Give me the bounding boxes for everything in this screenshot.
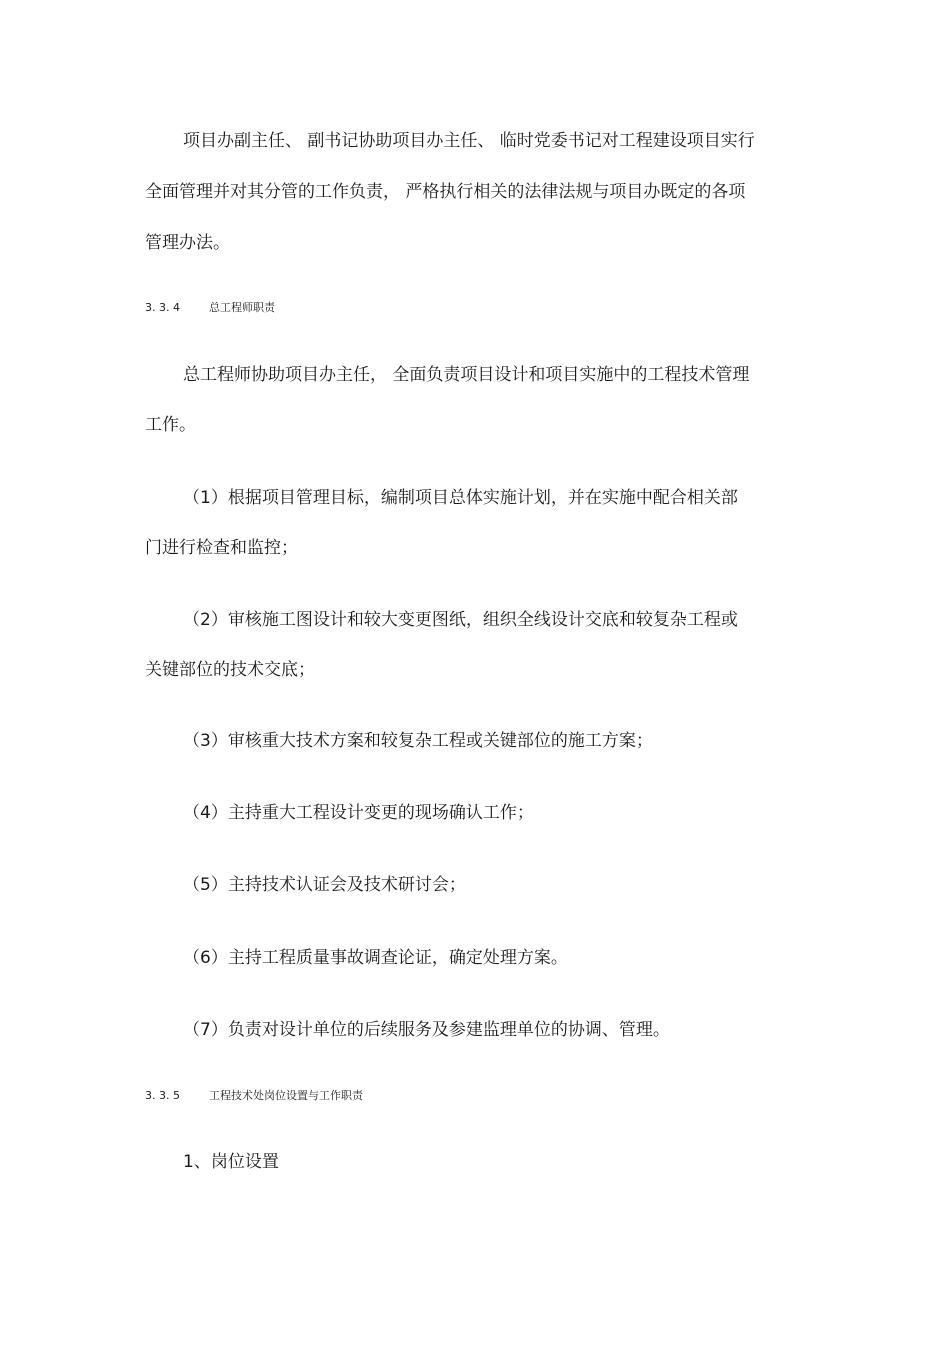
section-number: 3. 3. 4 — [145, 301, 180, 314]
paragraph-line: 管理办法。 — [145, 233, 230, 253]
list-item: （7）负责对设计单位的后续服务及参建监理单位的协调、管理。 — [183, 1020, 670, 1040]
section-heading-3-3-5 — [145, 1089, 363, 1103]
section-title: 总工程师职责 — [209, 301, 275, 314]
section-heading-3-3-4 — [145, 301, 275, 315]
section-title: 工程技术处岗位设置与工作职责 — [209, 1089, 363, 1102]
list-item-line: 关键部位的技术交底； — [145, 660, 315, 680]
section-number: 3. 3. 5 — [145, 1089, 180, 1102]
list-item-line: （1）根据项目管理目标，编制项目总体实施计划，并在实施中配合相关部 — [183, 488, 738, 508]
subsection-heading: 1、岗位设置 — [183, 1152, 279, 1172]
paragraph-line: 总工程师协助项目办主任， 全面负责项目设计和项目实施中的工程技术管理 — [183, 365, 750, 385]
paragraph-line: 项目办副主任、 副书记协助项目办主任、 临时党委书记对工程建设项目实行 — [183, 131, 755, 151]
paragraph-line: 全面管理并对其分管的工作负责， 严格执行相关的法律法规与项目办既定的各项 — [145, 182, 746, 202]
list-item-line: （2）审核施工图设计和较大变更图纸，组织全线设计交底和较复杂工程或 — [183, 610, 738, 630]
list-item: （6）主持工程质量事故调查论证，确定处理方案。 — [183, 948, 568, 968]
paragraph-line: 工作。 — [145, 415, 196, 435]
list-item-line: 门进行检查和监控； — [145, 538, 298, 558]
list-item: （3）审核重大技术方案和较复杂工程或关键部位的施工方案； — [183, 731, 653, 751]
list-item: （5）主持技术认证会及技术研讨会； — [183, 875, 466, 895]
list-item: （4）主持重大工程设计变更的现场确认工作； — [183, 803, 534, 823]
